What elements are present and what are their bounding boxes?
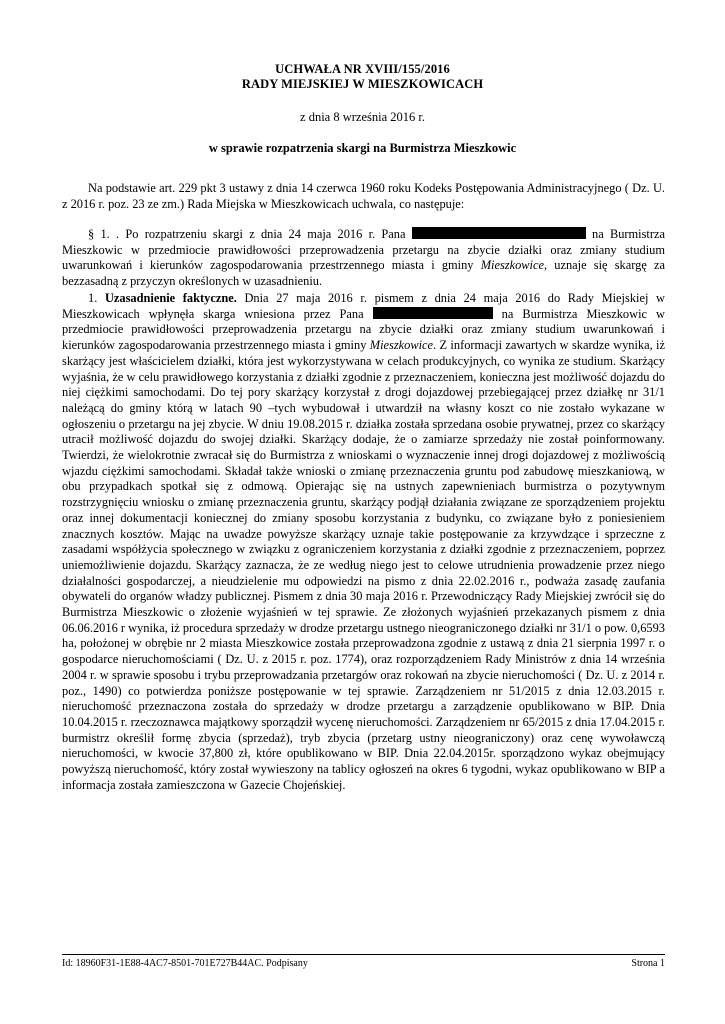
- page-number: Strona 1: [631, 958, 665, 969]
- redacted-name: [412, 227, 586, 239]
- justification-text-c: . Z informacji zawartych w skardze wynika, iż skarżący jest właścicielem działki, która jest wykorzystywana w celach produkcyjnych, co wynika ze studium. Skarżący wyjaśnia, że w celu prawidłowego korzystania z działki zgodnie z przeznaczeniem, konieczna jest możliwość dojazdu do niej ciężkimi samochodami. Do tej pory skarżący korzystał z drogi dojazdowej przebiegającej przez działkę nr 31/1 należącą do gminy którą w latach 90 –tych wybudował i utwardził na własny koszt co nie zostało wykazane w ogłoszeniu o przetargu na jej zbycie. W dniu 19.08.2015 r. działka została sprzedana osobie prywatnej, przez co skarżący utracił możliwość dojazdu do swojej działki. Skarżący dodaje, że o zamiarze sprzedaży nie został poinformowany. Twierdzi, że wielokrotnie zwracał się do Burmistrza z wnioskami o wyznaczenie innej drogi dojazdowej z możliwością wjazdu ciężkimi samochodami. Składał także wnioski o zmianę przeznaczenia gruntu pod zabudowę mieszkaniową, w obu przypadkach spotkał się z odmową. Opierając się na ustnych zapewnieniach burmistrza o pozytywnym rozstrzygnięciu wniosku o zmianę przeznaczenia gruntu, skarżący podjął działania związane ze sporządzeniem projektu oraz innej dokumentacji koniecznej do zmiany sposobu korzystania z budynku, co związane było z poniesieniem znacznych kosztów. Mając na uwadze powyższe skarżący uznaje takie postępowanie za krzywdzące i sprzeczne z zasadami współżycia społecznego w związku z ograniczeniem korzystania z działki zgodnie z przeznaczeniem, poprzez uniemożliwienie dojazdu. Skarżący zaznacza, że ze według niego jest to celowe utrudnienia prowadzenie przez niego działalności gospodarczej, a nieudzielenie mu odpowiedzi na pismo z dnia 22.02.2016 r., podważa zasadę zaufania obywateli do organów władzy publicznej. Pismem z dnia 30 maja 2016 r. Przewodniczący Rady Miejskiej zwrócił się do Burmistrza Mieszkowic o złożenie wyjaśnień w tej sprawie. Ze złożonych wyjaśnień przekazanych pismem z dnia 06.06.2016 r wynika, iż procedura sprzedaży w drodze przetargu ustnego nieograniczonego działki nr 31/1 o pow. 0,6593 ha, położonej w obrębie nr 2 miasta Mieszkowice została przeprowadzona zgodnie z ustawą z dnia 21 sierpnia 1997 r. o gospodarce nieruchomościami ( Dz. U. z 2015 r. poz. 1774), oraz rozporządzeniem Rady Ministrów z dnia 14 września 2004 r. w sprawie sposobu i trybu przeprowadzania przetargów oraz rokowań na zbycie nieruchomości ( Dz. U. z 2014 r. poz., 1490) co potwierdza poniższe postępowanie w tej sprawie. Zarządzeniem nr 51/2015 z dnia 12.03.2015 r. nieruchomość przeznaczona została do sprzedaży w drodze przetargu a zarządzenie opublikowano w BIP. Dnia 10.04.2015 r. rzeczoznawca majątkowy sporządził wycenę nieruchomości. Zarządzeniem nr 65/2015 z dnia 17.04.2015 r. burmistrz określił formę zbycia (sprzedaż), tryb zbycia (przetarg ustny nieograniczony) oraz cenę wywoławczą nieruchomości, w kwocie 37,800 zł, które opublikowano w BIP. Dnia 22.04.2015r. sporządzono wykaz obejmujący powyższą nieruchomość, który został wywieszony na tablicy ogłoszeń na okres 6 tygodni, wykaz opublikowano w BIP a informacja została zamieszczona w Gazecie Chojeńskiej.: [62, 338, 665, 792]
- document-id: Id: 18960F31-1E88-4AC7-8501-701E727B44AC. Podpisany: [62, 958, 308, 969]
- justification-heading: Uzasadnienie faktyczne.: [104, 291, 237, 305]
- legal-basis-paragraph: Na podstawie art. 229 pkt 3 ustawy z dnia 14 czerwca 1960 roku Kodeks Postępowania Administracyjnego ( Dz. U. z 2016 r. poz. 23 ze zm.) Rada Miejska w Mieszkowicach uchwala, co następuje:: [62, 181, 665, 211]
- section-1-paragraph: [62, 227, 665, 290]
- resolution-date: z dnia 8 września 2016 r.: [300, 110, 425, 124]
- footer-divider: [62, 954, 665, 955]
- resolution-subject: w sprawie rozpatrzenia skargi na Burmistrza Mieszkowic: [208, 141, 517, 155]
- section-1-text-a: Po rozpatrzeniu skargi z dnia 24 maja 2016 r. Pana: [119, 227, 412, 241]
- section-1-italic: Mieszkowice,: [480, 258, 548, 273]
- justification-italic: Mieszkowice: [369, 338, 434, 353]
- justification-number: 1.: [88, 291, 105, 305]
- resolution-title: UCHWAŁA NR XVIII/155/2016: [275, 62, 450, 76]
- council-name: RADY MIEJSKIEJ W MIESZKOWICACH: [241, 77, 484, 91]
- section-1-text-c: uznaje się skargę za bezzasadną z przyczyn określonych w uzasadnieniu.: [62, 258, 666, 289]
- section-1-text-b: na Burmistrza Mieszkowic w przedmiocie prawidłowości przeprowadzenia przetargu na zbycie działki oraz zmiany studium uwarunkowań i kierunków zagospodarowania przestrzennego miasta i gminy: [62, 227, 666, 273]
- redacted-name: [373, 307, 493, 319]
- justification-text-b: na Burmistrza Mieszkowic w przedmiocie prawidłowości przeprowadzenia przetargu na zbycie działki oraz zmiany studium uwarunkowań i kierunków zagospodarowania przestrzennego miasta i gminy: [62, 306, 665, 353]
- section-1-label: § 1. .: [88, 227, 120, 241]
- justification-text-a: Dnia 27 maja 2016 r. pismem z dnia 24 maja 2016 do Rady Miejskiej w Mieszkowicach wpłynęła skarga wniesiona przez Pana: [62, 291, 665, 321]
- justification-paragraph: [62, 291, 665, 794]
